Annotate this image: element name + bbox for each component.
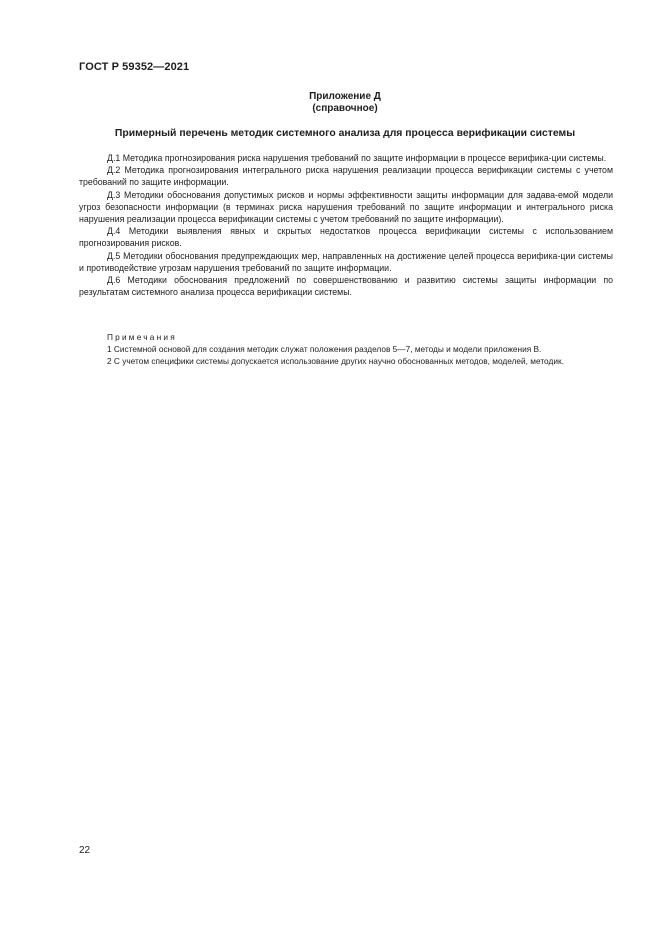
appendix-heading	[79, 91, 611, 115]
page-number: 22	[79, 845, 91, 856]
notes-heading: Примечания	[107, 332, 177, 342]
method-item-d2: Д.2 Методика прогнозирования интегрального риска нарушения реализации процесса верификации системы с учетом требований по защите информации.	[79, 165, 613, 188]
appendix-status: (справочное)	[312, 103, 378, 114]
note-item-1: 1 Системной основой для создания методик служат положения разделов 5—7, методы и модели приложения В.	[107, 344, 542, 355]
method-item-d6: Д.6 Методики обоснования предложений по совершенствованию и развитию системы защиты информации по результатам системного анализа процесса верификации системы.	[79, 275, 613, 298]
note-item-2: 2 С учетом специфики системы допускается использование других научно обоснованных методов, моделей, методик.	[107, 356, 564, 367]
appendix-title: Примерный перечень методик системного анализа для процесса верификации системы	[114, 128, 576, 139]
method-item-d3: Д.3 Методики обоснования допустимых рисков и нормы эффективности защиты информации для задава-емой модели угроз безопасности информации (в терминах риска нарушения требований по защите информации и интегрального риска нарушения реализации процесса верификации системы с учетом требований по защите информации).	[79, 189, 613, 225]
method-item-d4: Д.4 Методики выявления явных и скрытых недостатков процесса верификации системы с использованием прогнозирования рисков.	[79, 226, 613, 249]
notes-section	[79, 331, 613, 368]
appendix-label: Приложение Д	[309, 91, 381, 102]
methods-list	[79, 152, 613, 298]
standard-code-header: ГОСТ Р 59352—2021	[79, 61, 190, 73]
method-item-d1: Д.1 Методика прогнозирования риска нарушения требований по защите информации в процессе верифика-ции системы.	[107, 153, 607, 163]
method-item-d5: Д.5 Методики обоснования предупреждающих мер, направленных на достижение целей процесса верифика-ции системы и противодействие угрозам нарушения требований по защите информации.	[79, 250, 613, 273]
